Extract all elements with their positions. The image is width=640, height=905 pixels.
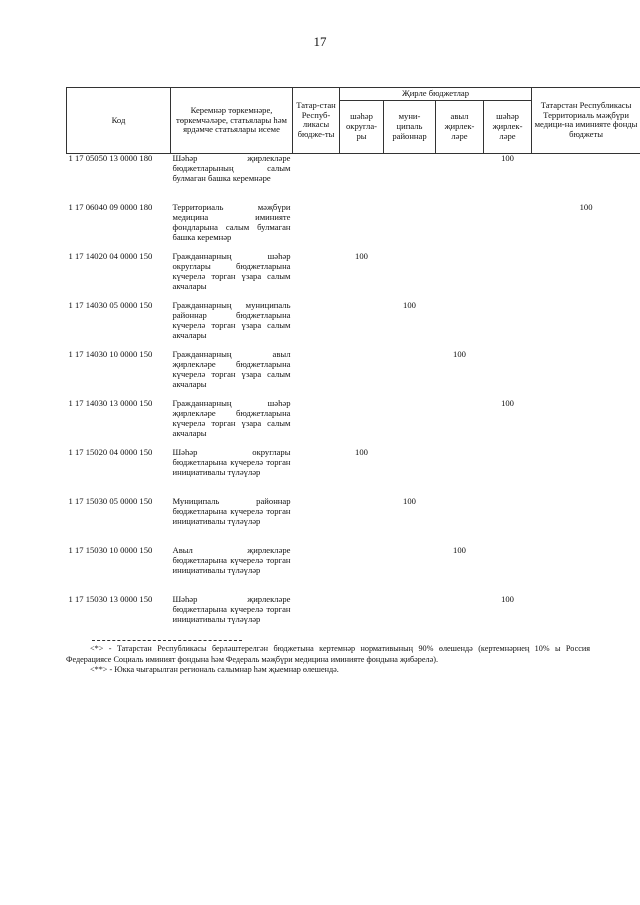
cell-republic bbox=[293, 252, 340, 301]
row-name: Шәһәр җирлекләре бюджетларына күчерелә торган инициативалы түләүләр bbox=[172, 593, 291, 624]
footnote-1: <*> - Татарстан Республикасы берләштерелгән бюджетына кертемнәр нормативының 90% өлешендә (кертемнәрнең 10% ы Россия Федерациясе Социаль иминият фондына һәм Федераль мәҗбүри медицина иминияте фондына җибәрелә). bbox=[66, 644, 590, 664]
table-row bbox=[67, 203, 640, 252]
footnotes bbox=[66, 640, 590, 676]
header-code: Код bbox=[67, 88, 171, 154]
cell-rural-settlements bbox=[436, 399, 484, 448]
cell-urban-settlements: 100 bbox=[501, 397, 514, 408]
cell-rural-settlements bbox=[436, 252, 484, 301]
cell-tfoms bbox=[532, 301, 640, 350]
cell-rural-settlements bbox=[436, 301, 484, 350]
cell-urban-settlements bbox=[484, 301, 532, 350]
cell-urban-settlements bbox=[484, 448, 532, 497]
header-municipal-districts: муни-ципаль районнар bbox=[384, 100, 436, 153]
header-republic-budget: Татар-стан Респуб-ликасы бюдже-ты bbox=[293, 88, 340, 154]
header-rural-settlements: авыл җирлек-ләре bbox=[436, 100, 484, 153]
row-code: 1 17 05050 13 0000 180 bbox=[68, 152, 153, 163]
cell-urban-settlements bbox=[484, 350, 532, 399]
table-row bbox=[67, 399, 640, 448]
cell-tfoms bbox=[532, 595, 640, 644]
cell-rural-settlements: 100 bbox=[453, 544, 466, 555]
cell-urban-settlements bbox=[484, 252, 532, 301]
cell-municipal-districts bbox=[384, 350, 436, 399]
row-code: 1 17 15030 05 0000 150 bbox=[68, 495, 153, 506]
header-urban-districts: шәһәр округла-ры bbox=[340, 100, 384, 153]
cell-urban-districts bbox=[340, 153, 384, 203]
row-name: Шәһәр округлары бюджетларына күчерелә торган инициативалы түләүләр bbox=[172, 446, 291, 477]
cell-tfoms bbox=[532, 252, 640, 301]
budget-distribution-table bbox=[66, 87, 640, 644]
table-row bbox=[67, 350, 640, 399]
cell-republic bbox=[293, 546, 340, 595]
cell-urban-districts: 100 bbox=[355, 446, 368, 457]
table-row bbox=[67, 301, 640, 350]
row-name: Гражданнарның шәһәр округлары бюджетларына күчерелә торган үзара салым акчалары bbox=[172, 250, 291, 291]
footnote-divider bbox=[92, 640, 242, 641]
cell-urban-settlements: 100 bbox=[501, 152, 514, 163]
cell-tfoms bbox=[532, 546, 640, 595]
row-code: 1 17 15030 10 0000 150 bbox=[68, 544, 153, 555]
cell-rural-settlements bbox=[436, 448, 484, 497]
cell-republic bbox=[293, 350, 340, 399]
cell-urban-districts bbox=[340, 203, 384, 252]
cell-republic bbox=[293, 203, 340, 252]
cell-rural-settlements bbox=[436, 595, 484, 644]
cell-municipal-districts bbox=[384, 595, 436, 644]
cell-urban-districts bbox=[340, 399, 384, 448]
cell-urban-districts bbox=[340, 546, 384, 595]
page-number: 17 bbox=[313, 34, 327, 49]
row-code: 1 17 14030 13 0000 150 bbox=[68, 397, 153, 408]
header-local-budgets: Җирле бюджетлар bbox=[340, 88, 532, 101]
cell-tfoms: 100 bbox=[579, 201, 593, 212]
header-tfoms-budget: Татарстан Республикасы Территориаль мәҗбүри медици-на иминияте фонды бюджеты bbox=[532, 88, 640, 154]
row-name: Гражданнарның шәһәр җирлекләре бюджетларына күчерелә торган үзара салым акчалары bbox=[172, 397, 291, 438]
cell-municipal-districts bbox=[384, 153, 436, 203]
cell-urban-districts bbox=[340, 595, 384, 644]
cell-municipal-districts bbox=[384, 203, 436, 252]
cell-tfoms bbox=[532, 350, 640, 399]
row-name: Территориаль мәҗбүри медицина иминияте фондларына салым булмаган башка керемнәр bbox=[172, 201, 291, 242]
header-urban-settlements: шәһәр җирлек-ләре bbox=[484, 100, 532, 153]
cell-rural-settlements bbox=[436, 203, 484, 252]
row-name: Гражданнарның муниципаль районнар бюджетларына күчерелә торган үзара салым акчалары bbox=[172, 299, 291, 340]
cell-municipal-districts: 100 bbox=[403, 495, 416, 506]
cell-urban-settlements bbox=[484, 497, 532, 546]
cell-municipal-districts bbox=[384, 546, 436, 595]
table-row bbox=[67, 497, 640, 546]
table-row bbox=[67, 448, 640, 497]
cell-municipal-districts bbox=[384, 399, 436, 448]
cell-municipal-districts: 100 bbox=[403, 299, 416, 310]
cell-tfoms bbox=[532, 448, 640, 497]
row-code: 1 17 15020 04 0000 150 bbox=[68, 446, 153, 457]
row-name: Муниципаль районнар бюджетларына күчерелә торган инициативалы түләүләр bbox=[172, 495, 291, 526]
cell-republic bbox=[293, 301, 340, 350]
footnote-2: <**> - Юкка чыгарылган региональ салымнар һәм җыемнар өлешендә. bbox=[90, 665, 339, 675]
table-row bbox=[67, 595, 640, 644]
cell-municipal-districts bbox=[384, 252, 436, 301]
cell-urban-districts bbox=[340, 301, 384, 350]
cell-rural-settlements bbox=[436, 153, 484, 203]
cell-urban-districts bbox=[340, 497, 384, 546]
row-name: Гражданнарның авыл җирлекләре бюджетларына күчерелә торган үзара салым акчалары bbox=[172, 348, 291, 389]
cell-republic bbox=[293, 448, 340, 497]
row-code: 1 17 14030 05 0000 150 bbox=[68, 299, 153, 310]
cell-republic bbox=[293, 497, 340, 546]
cell-rural-settlements bbox=[436, 497, 484, 546]
table-row bbox=[67, 546, 640, 595]
row-code: 1 17 14030 10 0000 150 bbox=[68, 348, 153, 359]
cell-tfoms bbox=[532, 497, 640, 546]
cell-tfoms bbox=[532, 153, 640, 203]
header-name: Керемнәр төркемнәре, төркемчәләре, статьялары һәм ярдәмче статьялары исеме bbox=[171, 88, 293, 154]
cell-republic bbox=[293, 595, 340, 644]
cell-rural-settlements: 100 bbox=[453, 348, 466, 359]
table-row bbox=[67, 252, 640, 301]
cell-urban-settlements bbox=[484, 203, 532, 252]
cell-urban-settlements bbox=[484, 546, 532, 595]
cell-republic bbox=[293, 153, 340, 203]
row-code: 1 17 06040 09 0000 180 bbox=[68, 201, 153, 212]
row-name: Шәһәр җирлекләре бюджетларының салым булмаган башка керемнәре bbox=[172, 152, 291, 183]
cell-municipal-districts bbox=[384, 448, 436, 497]
row-code: 1 17 14020 04 0000 150 bbox=[68, 250, 153, 261]
cell-urban-districts bbox=[340, 350, 384, 399]
table-row bbox=[67, 153, 640, 203]
row-name: Авыл җирлекләре бюджетларына күчерелә торган инициативалы түләүләр bbox=[172, 544, 291, 575]
row-code: 1 17 15030 13 0000 150 bbox=[68, 593, 153, 604]
cell-tfoms bbox=[532, 399, 640, 448]
cell-urban-settlements: 100 bbox=[501, 593, 514, 604]
cell-republic bbox=[293, 399, 340, 448]
cell-urban-districts: 100 bbox=[355, 250, 368, 261]
